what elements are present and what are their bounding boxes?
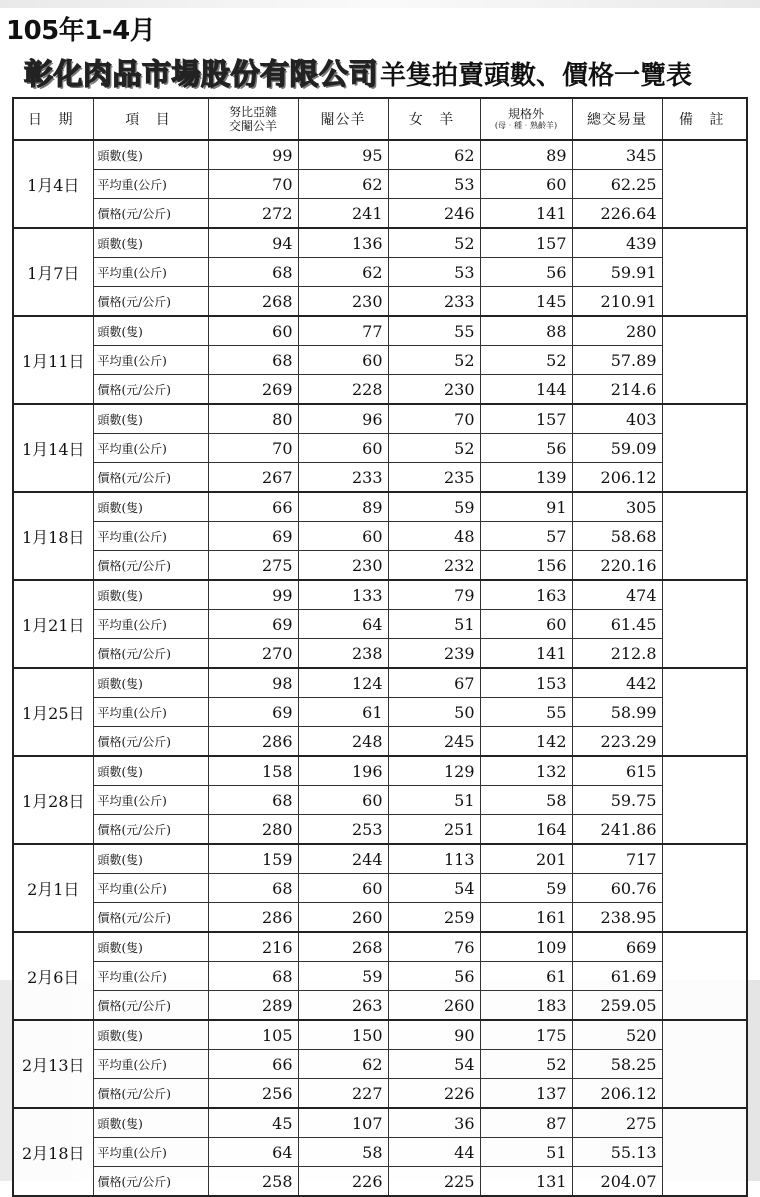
date-cell: 1月7日	[13, 228, 93, 316]
value-cell: 253	[298, 815, 388, 845]
item-label-weight: 平均重(公斤)	[93, 522, 208, 551]
date-cell: 2月13日	[13, 1020, 93, 1108]
value-cell: 235	[388, 463, 480, 493]
value-cell: 280	[572, 316, 662, 346]
header-date: 日 期	[13, 98, 93, 140]
value-cell: 717	[572, 844, 662, 874]
value-cell: 59.09	[572, 434, 662, 463]
value-cell: 68	[208, 874, 298, 903]
value-cell: 79	[388, 580, 480, 610]
table-row	[13, 1108, 747, 1138]
table-row	[13, 991, 747, 1021]
value-cell: 69	[208, 610, 298, 639]
value-cell: 260	[298, 903, 388, 933]
table-row	[13, 756, 747, 786]
item-label-head: 頭數(隻)	[93, 668, 208, 698]
value-cell: 59	[480, 874, 572, 903]
value-cell: 238.95	[572, 903, 662, 933]
item-label-head: 頭數(隻)	[93, 844, 208, 874]
value-cell: 259	[388, 903, 480, 933]
item-label-weight: 平均重(公斤)	[93, 874, 208, 903]
value-cell: 157	[480, 228, 572, 258]
value-cell: 228	[298, 375, 388, 405]
item-label-head: 頭數(隻)	[93, 492, 208, 522]
value-cell: 61	[298, 698, 388, 727]
table-row	[13, 580, 747, 610]
table-row	[13, 551, 747, 581]
value-cell: 289	[208, 991, 298, 1021]
item-label-head: 頭數(隻)	[93, 404, 208, 434]
value-cell: 50	[388, 698, 480, 727]
header-off-spec	[480, 98, 572, 140]
table-row	[13, 962, 747, 991]
value-cell: 62	[388, 140, 480, 170]
item-label-weight: 平均重(公斤)	[93, 698, 208, 727]
table-row	[13, 434, 747, 463]
document-title	[24, 52, 692, 92]
value-cell: 68	[208, 786, 298, 815]
value-cell: 141	[480, 199, 572, 229]
value-cell: 156	[480, 551, 572, 581]
value-cell: 163	[480, 580, 572, 610]
value-cell: 52	[388, 434, 480, 463]
value-cell: 270	[208, 639, 298, 669]
table-row	[13, 668, 747, 698]
table-row	[13, 639, 747, 669]
value-cell: 62.25	[572, 170, 662, 199]
value-cell: 230	[298, 551, 388, 581]
value-cell: 62	[298, 1050, 388, 1079]
header-total: 總交易量	[572, 98, 662, 140]
item-label-price: 價格(元/公斤)	[93, 1167, 208, 1197]
value-cell: 230	[388, 375, 480, 405]
value-cell: 244	[298, 844, 388, 874]
auction-table	[12, 97, 748, 1197]
value-cell: 260	[388, 991, 480, 1021]
value-cell: 175	[480, 1020, 572, 1050]
value-cell: 57.89	[572, 346, 662, 375]
value-cell: 60	[298, 786, 388, 815]
table-row	[13, 815, 747, 845]
value-cell: 286	[208, 903, 298, 933]
header-nubian-cross	[208, 98, 298, 140]
date-cell: 2月18日	[13, 1108, 93, 1196]
value-cell: 212.8	[572, 639, 662, 669]
value-cell: 98	[208, 668, 298, 698]
header-off-spec-line1: 規格外	[507, 107, 544, 121]
table-row	[13, 463, 747, 493]
value-cell: 256	[208, 1079, 298, 1109]
table-subject: 羊隻拍賣頭數、價格一覽表	[380, 61, 693, 91]
remark-cell	[662, 316, 747, 404]
value-cell: 403	[572, 404, 662, 434]
table-row	[13, 375, 747, 405]
value-cell: 56	[480, 258, 572, 287]
remark-cell	[662, 404, 747, 492]
value-cell: 267	[208, 463, 298, 493]
value-cell: 48	[388, 522, 480, 551]
value-cell: 105	[208, 1020, 298, 1050]
value-cell: 69	[208, 522, 298, 551]
remark-cell	[662, 580, 747, 668]
value-cell: 272	[208, 199, 298, 229]
table-row	[13, 1167, 747, 1197]
table-row	[13, 287, 747, 317]
value-cell: 136	[298, 228, 388, 258]
remark-cell	[662, 228, 747, 316]
value-cell: 60	[298, 874, 388, 903]
value-cell: 58	[480, 786, 572, 815]
value-cell: 141	[480, 639, 572, 669]
value-cell: 226	[298, 1167, 388, 1197]
value-cell: 227	[298, 1079, 388, 1109]
value-cell: 150	[298, 1020, 388, 1050]
value-cell: 239	[388, 639, 480, 669]
company-name: 彰化肉品市場股份有限公司	[24, 57, 379, 91]
item-label-weight: 平均重(公斤)	[93, 434, 208, 463]
value-cell: 54	[388, 1050, 480, 1079]
item-label-weight: 平均重(公斤)	[93, 258, 208, 287]
value-cell: 61	[480, 962, 572, 991]
value-cell: 241.86	[572, 815, 662, 845]
value-cell: 258	[208, 1167, 298, 1197]
value-cell: 113	[388, 844, 480, 874]
top-band	[0, 0, 760, 8]
table-row	[13, 199, 747, 229]
value-cell: 66	[208, 1050, 298, 1079]
item-label-price: 價格(元/公斤)	[93, 903, 208, 933]
value-cell: 99	[208, 140, 298, 170]
item-label-price: 價格(元/公斤)	[93, 1079, 208, 1109]
value-cell: 94	[208, 228, 298, 258]
value-cell: 59	[388, 492, 480, 522]
value-cell: 59.91	[572, 258, 662, 287]
value-cell: 248	[298, 727, 388, 757]
value-cell: 59.75	[572, 786, 662, 815]
value-cell: 268	[298, 932, 388, 962]
table-body	[13, 140, 747, 1196]
table-row	[13, 844, 747, 874]
value-cell: 280	[208, 815, 298, 845]
remark-cell	[662, 932, 747, 1020]
value-cell: 90	[388, 1020, 480, 1050]
item-label-weight: 平均重(公斤)	[93, 610, 208, 639]
table-row	[13, 346, 747, 375]
value-cell: 201	[480, 844, 572, 874]
value-cell: 246	[388, 199, 480, 229]
value-cell: 60	[298, 346, 388, 375]
item-label-head: 頭數(隻)	[93, 140, 208, 170]
table-row	[13, 228, 747, 258]
table-row	[13, 932, 747, 962]
value-cell: 58.25	[572, 1050, 662, 1079]
value-cell: 137	[480, 1079, 572, 1109]
value-cell: 51	[480, 1138, 572, 1167]
item-label-weight: 平均重(公斤)	[93, 346, 208, 375]
table-row	[13, 258, 747, 287]
value-cell: 129	[388, 756, 480, 786]
value-cell: 241	[298, 199, 388, 229]
value-cell: 58.99	[572, 698, 662, 727]
remark-cell	[662, 844, 747, 932]
value-cell: 44	[388, 1138, 480, 1167]
value-cell: 223.29	[572, 727, 662, 757]
value-cell: 76	[388, 932, 480, 962]
table-row	[13, 316, 747, 346]
value-cell: 88	[480, 316, 572, 346]
table-row	[13, 874, 747, 903]
date-cell: 1月18日	[13, 492, 93, 580]
value-cell: 220.16	[572, 551, 662, 581]
table-row	[13, 522, 747, 551]
item-label-weight: 平均重(公斤)	[93, 1050, 208, 1079]
value-cell: 66	[208, 492, 298, 522]
value-cell: 214.6	[572, 375, 662, 405]
header-row	[13, 98, 747, 140]
date-cell: 1月25日	[13, 668, 93, 756]
value-cell: 62	[298, 170, 388, 199]
header-female: 女 羊	[388, 98, 480, 140]
value-cell: 286	[208, 727, 298, 757]
value-cell: 145	[480, 287, 572, 317]
value-cell: 210.91	[572, 287, 662, 317]
value-cell: 232	[388, 551, 480, 581]
value-cell: 474	[572, 580, 662, 610]
value-cell: 51	[388, 610, 480, 639]
value-cell: 52	[388, 346, 480, 375]
value-cell: 60	[208, 316, 298, 346]
item-label-head: 頭數(隻)	[93, 228, 208, 258]
value-cell: 60	[298, 434, 388, 463]
value-cell: 68	[208, 258, 298, 287]
value-cell: 109	[480, 932, 572, 962]
date-cell: 1月11日	[13, 316, 93, 404]
value-cell: 275	[208, 551, 298, 581]
value-cell: 520	[572, 1020, 662, 1050]
date-cell: 1月4日	[13, 140, 93, 228]
item-label-head: 頭數(隻)	[93, 316, 208, 346]
item-label-price: 價格(元/公斤)	[93, 639, 208, 669]
item-label-price: 價格(元/公斤)	[93, 463, 208, 493]
value-cell: 233	[388, 287, 480, 317]
value-cell: 56	[388, 962, 480, 991]
value-cell: 59	[298, 962, 388, 991]
date-cell: 1月21日	[13, 580, 93, 668]
remark-cell	[662, 1020, 747, 1108]
item-label-head: 頭數(隻)	[93, 1020, 208, 1050]
value-cell: 70	[208, 170, 298, 199]
value-cell: 61.45	[572, 610, 662, 639]
value-cell: 70	[208, 434, 298, 463]
value-cell: 69	[208, 698, 298, 727]
table-row	[13, 786, 747, 815]
value-cell: 268	[208, 287, 298, 317]
value-cell: 60.76	[572, 874, 662, 903]
item-label-price: 價格(元/公斤)	[93, 991, 208, 1021]
value-cell: 96	[298, 404, 388, 434]
value-cell: 251	[388, 815, 480, 845]
value-cell: 91	[480, 492, 572, 522]
value-cell: 58	[298, 1138, 388, 1167]
item-label-price: 價格(元/公斤)	[93, 727, 208, 757]
value-cell: 131	[480, 1167, 572, 1197]
item-label-head: 頭數(隻)	[93, 932, 208, 962]
value-cell: 68	[208, 962, 298, 991]
item-label-weight: 平均重(公斤)	[93, 170, 208, 199]
value-cell: 161	[480, 903, 572, 933]
value-cell: 439	[572, 228, 662, 258]
value-cell: 230	[298, 287, 388, 317]
remark-cell	[662, 756, 747, 844]
header-nubian-cross-line1: 努比亞雜	[228, 105, 277, 119]
table-row	[13, 170, 747, 199]
value-cell: 107	[298, 1108, 388, 1138]
value-cell: 70	[388, 404, 480, 434]
item-label-head: 頭數(隻)	[93, 756, 208, 786]
value-cell: 226	[388, 1079, 480, 1109]
value-cell: 305	[572, 492, 662, 522]
value-cell: 55.13	[572, 1138, 662, 1167]
value-cell: 58.68	[572, 522, 662, 551]
item-label-price: 價格(元/公斤)	[93, 375, 208, 405]
header-off-spec-line2: (母‧種‧熟齡羊)	[494, 121, 558, 130]
value-cell: 124	[298, 668, 388, 698]
value-cell: 164	[480, 815, 572, 845]
value-cell: 442	[572, 668, 662, 698]
value-cell: 53	[388, 258, 480, 287]
value-cell: 225	[388, 1167, 480, 1197]
item-label-price: 價格(元/公斤)	[93, 815, 208, 845]
value-cell: 206.12	[572, 463, 662, 493]
value-cell: 60	[480, 170, 572, 199]
value-cell: 226.64	[572, 199, 662, 229]
value-cell: 54	[388, 874, 480, 903]
value-cell: 87	[480, 1108, 572, 1138]
value-cell: 238	[298, 639, 388, 669]
header-item: 項 目	[93, 98, 208, 140]
value-cell: 259.05	[572, 991, 662, 1021]
value-cell: 64	[208, 1138, 298, 1167]
value-cell: 89	[480, 140, 572, 170]
table-row	[13, 727, 747, 757]
value-cell: 60	[480, 610, 572, 639]
item-label-head: 頭數(隻)	[93, 1108, 208, 1138]
value-cell: 153	[480, 668, 572, 698]
table-row	[13, 698, 747, 727]
value-cell: 99	[208, 580, 298, 610]
date-cell: 1月14日	[13, 404, 93, 492]
value-cell: 245	[388, 727, 480, 757]
value-cell: 56	[480, 434, 572, 463]
header-castrated-male: 閹公羊	[298, 98, 388, 140]
value-cell: 52	[480, 346, 572, 375]
item-label-price: 價格(元/公斤)	[93, 199, 208, 229]
table-row	[13, 903, 747, 933]
item-label-head: 頭數(隻)	[93, 580, 208, 610]
value-cell: 139	[480, 463, 572, 493]
value-cell: 52	[480, 1050, 572, 1079]
value-cell: 133	[298, 580, 388, 610]
value-cell: 669	[572, 932, 662, 962]
value-cell: 275	[572, 1108, 662, 1138]
value-cell: 51	[388, 786, 480, 815]
value-cell: 132	[480, 756, 572, 786]
period-label: 105年1-4月	[6, 16, 156, 46]
table-row	[13, 1138, 747, 1167]
value-cell: 64	[298, 610, 388, 639]
value-cell: 55	[480, 698, 572, 727]
value-cell: 269	[208, 375, 298, 405]
item-label-price: 價格(元/公斤)	[93, 551, 208, 581]
date-cell: 2月6日	[13, 932, 93, 1020]
value-cell: 80	[208, 404, 298, 434]
value-cell: 263	[298, 991, 388, 1021]
value-cell: 233	[298, 463, 388, 493]
item-label-price: 價格(元/公斤)	[93, 287, 208, 317]
value-cell: 52	[388, 228, 480, 258]
value-cell: 61.69	[572, 962, 662, 991]
header-nubian-cross-line2: 交閹公羊	[228, 119, 277, 133]
value-cell: 183	[480, 991, 572, 1021]
table-row	[13, 610, 747, 639]
table-row	[13, 1020, 747, 1050]
remark-cell	[662, 668, 747, 756]
value-cell: 196	[298, 756, 388, 786]
remark-cell	[662, 140, 747, 228]
remark-cell	[662, 492, 747, 580]
value-cell: 45	[208, 1108, 298, 1138]
value-cell: 62	[298, 258, 388, 287]
value-cell: 157	[480, 404, 572, 434]
value-cell: 36	[388, 1108, 480, 1138]
value-cell: 204.07	[572, 1167, 662, 1197]
item-label-weight: 平均重(公斤)	[93, 962, 208, 991]
value-cell: 159	[208, 844, 298, 874]
table-row	[13, 1050, 747, 1079]
value-cell: 67	[388, 668, 480, 698]
value-cell: 53	[388, 170, 480, 199]
value-cell: 345	[572, 140, 662, 170]
value-cell: 206.12	[572, 1079, 662, 1109]
date-cell: 2月1日	[13, 844, 93, 932]
value-cell: 144	[480, 375, 572, 405]
value-cell: 95	[298, 140, 388, 170]
item-label-weight: 平均重(公斤)	[93, 1138, 208, 1167]
header-remark: 備 註	[662, 98, 747, 140]
value-cell: 68	[208, 346, 298, 375]
value-cell: 216	[208, 932, 298, 962]
value-cell: 142	[480, 727, 572, 757]
item-label-weight: 平均重(公斤)	[93, 786, 208, 815]
value-cell: 77	[298, 316, 388, 346]
value-cell: 89	[298, 492, 388, 522]
value-cell: 615	[572, 756, 662, 786]
table-row	[13, 140, 747, 170]
table-row	[13, 1079, 747, 1109]
table-row	[13, 492, 747, 522]
value-cell: 60	[298, 522, 388, 551]
value-cell: 57	[480, 522, 572, 551]
table-row	[13, 404, 747, 434]
date-cell: 1月28日	[13, 756, 93, 844]
value-cell: 55	[388, 316, 480, 346]
value-cell: 158	[208, 756, 298, 786]
remark-cell	[662, 1108, 747, 1196]
